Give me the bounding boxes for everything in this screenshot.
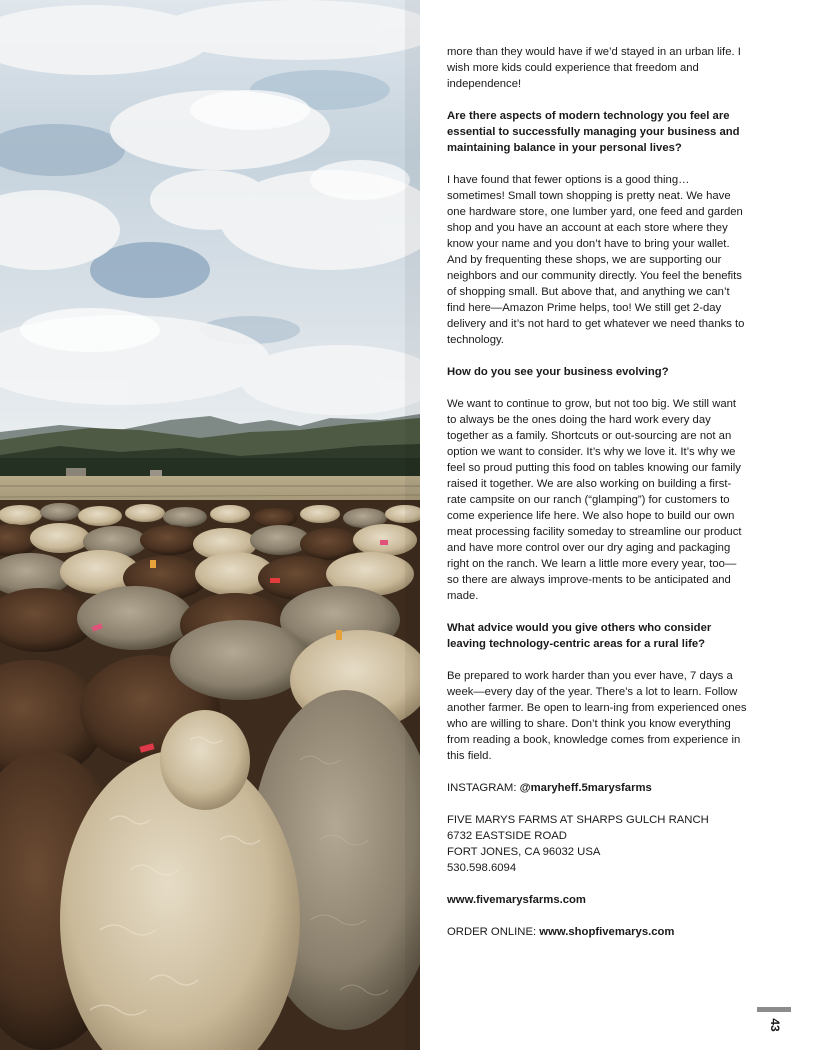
- instagram-line: [447, 780, 747, 796]
- answer-business-evolving: We want to continue to grow, but not too big. We still want to always be the ones doing the hard work every day together as a family. Shortcuts or out-sourcing are not an option we want to consider. It’s why we love it. It’s why we feel so proud putting this food on tables knowing our family raised it together. We are also working on building a first-rate campsite on our ranch (“glamping”) for customers to come experience life here. We also hope to build our own meat processing facility someday to streamline our product and have more control over our dry aging and packaging right on the ranch. We learn a little more every year, too—so there are always improve-ments to be anticipated and made.: [447, 398, 742, 602]
- phone-number: 530.598.6094: [447, 862, 517, 874]
- order-line: [447, 924, 747, 940]
- question-business-evolving: How do you see your business evolving?: [447, 366, 669, 378]
- question-technology: Are there aspects of modern technology you feel are essential to successfully managing your business and maintaining balance in your personal lives?: [447, 110, 740, 154]
- order-url-link[interactable]: www.shopfivemarys.com: [539, 926, 675, 938]
- address-farm-name: FIVE MARYS FARMS AT SHARPS GULCH RANCH: [447, 814, 709, 826]
- address-block: [447, 812, 747, 876]
- website-link[interactable]: www.fivemarysfarms.com: [447, 894, 586, 906]
- intro-tail-paragraph: more than they would have if we’d stayed in an urban life. I wish more kids could experience that freedom and independence!: [447, 46, 741, 90]
- article-column: [447, 44, 747, 956]
- page-number-bar: [757, 1007, 791, 1012]
- answer-technology: I have found that fewer options is a good thing… sometimes! Small town shopping is pretty neat. We have one hardware store, one lumber yard, one feed and garden shop and you have an account at each store where they know your name and you don’t have to bring your wallet. And by frequenting these shops, we are supporting our neighbors and our community directly. You feel the benefits of shopping small. But above that, and anything we can’t find here—Amazon Prime helps, too! We still get 2-day delivery and it’s not hard to get whatever we need thanks to technology.: [447, 174, 745, 346]
- instagram-handle-link[interactable]: @maryheff.5marysfarms: [519, 782, 652, 794]
- page-number: 43: [768, 1018, 782, 1032]
- answer-advice: Be prepared to work harder than you ever have, 7 days a week—every day of the year. There’s a lot to learn. Follow another farmer. Be open to learn-ing from experienced ones who are willing to share. Don’t think you know everything from reading a book, knowledge comes from experience in this field.: [447, 670, 747, 762]
- instagram-label: INSTAGRAM:: [447, 782, 520, 794]
- order-label: ORDER ONLINE:: [447, 926, 540, 938]
- address-street: 6732 EASTSIDE ROAD: [447, 830, 567, 842]
- question-advice: What advice would you give others who consider leaving technology-centric areas for a rural life?: [447, 622, 712, 650]
- address-city: FORT JONES, CA 96032 USA: [447, 846, 601, 858]
